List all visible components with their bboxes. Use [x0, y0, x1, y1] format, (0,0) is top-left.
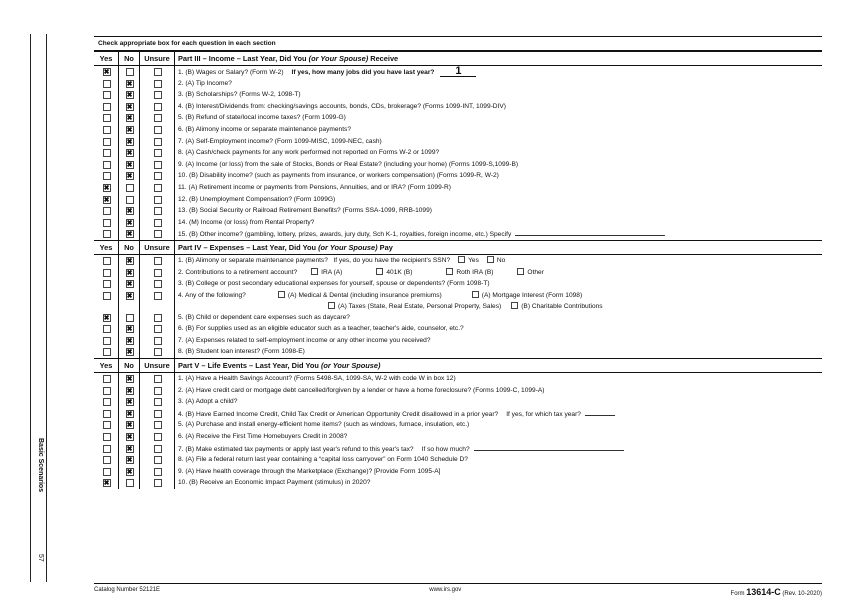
- yes-checkbox[interactable]: [103, 398, 111, 406]
- form-13614c-page: [94, 36, 822, 489]
- question-text: 8. (B) Student loan interest? (Form 1098-E): [178, 348, 305, 356]
- question-text: 2. (A) Tip Income?: [178, 79, 232, 87]
- unsure-checkbox[interactable]: [154, 292, 162, 300]
- no-checkbox[interactable]: [126, 314, 134, 322]
- no-checkbox[interactable]: [126, 184, 134, 192]
- question-row: [94, 228, 822, 240]
- no-checkbox[interactable]: [126, 280, 134, 288]
- unsure-checkbox[interactable]: [154, 337, 162, 345]
- unsure-checkbox[interactable]: [154, 433, 162, 441]
- irs-website: www.irs.gov: [429, 587, 462, 593]
- question-text: 4. (B) Interest/Dividends from: checking/savings accounts, bonds, CDs, brokerage? (Forms 1099-INT, 1099-DIV): [178, 102, 506, 110]
- unsure-checkbox[interactable]: [154, 103, 162, 111]
- question-row: [94, 205, 822, 217]
- question-text: 6. (B) Alimony income or separate maintenance payments?: [178, 125, 351, 133]
- form-prefix: Form: [730, 591, 747, 597]
- question-text: 11. (A) Retirement income or payments from Pensions, Annuities, and or IRA? (Form 1099-R): [178, 183, 451, 191]
- yes-checkbox[interactable]: [103, 91, 111, 99]
- question-text: 15. (B) Other income? (gambling, lottery, prizes, awards, jury duty, Sch K-1, royalties, foreign income, etc.) Specify: [178, 231, 512, 239]
- part4-row-4: [94, 290, 822, 312]
- answer-line[interactable]: [585, 408, 615, 416]
- ira-label: IRA (A): [321, 268, 343, 276]
- unsure-checkbox[interactable]: [154, 138, 162, 146]
- unsure-checkbox[interactable]: [154, 68, 162, 76]
- question-text: 1. (B) Wages or Salary? (Form W-2): [178, 69, 284, 76]
- ssn-no-label: No: [496, 256, 506, 264]
- unsure-checkbox[interactable]: [154, 126, 162, 134]
- question-text: 4. (B) Have Earned Income Credit, Child Tax Credit or American Opportunity Credit disallowed in a prior year?: [178, 410, 499, 418]
- unsure-checkbox[interactable]: [154, 410, 162, 418]
- unsure-checkbox[interactable]: [154, 445, 162, 453]
- no-checkbox[interactable]: [126, 80, 134, 88]
- no-checkbox[interactable]: [126, 230, 134, 238]
- question-text: 7. (B) Make estimated tax payments or apply last year's refund to this year's tax?: [178, 445, 414, 453]
- part4-title: [175, 241, 822, 254]
- unsure-checkbox[interactable]: [154, 456, 162, 464]
- unsure-checkbox[interactable]: [154, 314, 162, 322]
- catalog-number: Catalog Number 52121E: [94, 587, 161, 593]
- question-row: [94, 78, 822, 90]
- question-text: 6. (B) For supplies used as an eligible educator such as a teacher, teacher's aide, counselor, etc.?: [178, 325, 464, 333]
- yes-checkbox[interactable]: [103, 138, 111, 146]
- question-followup: If yes, for which tax year?: [506, 410, 581, 418]
- question-row: [94, 373, 822, 385]
- no-checkbox[interactable]: [126, 445, 134, 453]
- unsure-checkbox[interactable]: [154, 325, 162, 333]
- 401k-checkbox[interactable]: [376, 268, 383, 275]
- yes-checkbox[interactable]: [103, 375, 111, 383]
- part5-rows: [94, 373, 822, 489]
- yes-checkbox[interactable]: [103, 196, 111, 204]
- no-checkbox[interactable]: [126, 103, 134, 111]
- ssn-yes-checkbox[interactable]: [458, 256, 465, 263]
- col-unsure-label: Unsure: [140, 241, 175, 254]
- question-text: 5. (B) Child or dependent care expenses such as daycare?: [178, 313, 350, 321]
- question-row: [94, 170, 822, 182]
- other-retirement-checkbox[interactable]: [517, 268, 524, 275]
- question-row: [94, 431, 822, 443]
- question-text: 13. (B) Social Security or Railroad Retirement Benefits? (Forms SSA-1099, RRB-1099): [178, 207, 432, 215]
- part4-title-end: Pay: [377, 242, 393, 252]
- part4-header: [94, 240, 822, 255]
- no-checkbox[interactable]: [126, 149, 134, 157]
- yes-checkbox[interactable]: [103, 161, 111, 169]
- ssn-yes-label: Yes: [468, 256, 479, 264]
- yes-checkbox[interactable]: [103, 219, 111, 227]
- question-text: 5. (A) Purchase and install energy-efficient home items? (such as windows, furnace, insulation, etc.): [178, 421, 470, 429]
- no-checkbox[interactable]: [126, 91, 134, 99]
- question-text: 3. (B) Scholarships? (Forms W-2, 1098-T): [178, 91, 301, 99]
- no-checkbox[interactable]: [126, 161, 134, 169]
- question-row: [94, 454, 822, 466]
- yes-checkbox[interactable]: [103, 337, 111, 345]
- yes-checkbox[interactable]: [103, 314, 111, 322]
- unsure-checkbox[interactable]: [154, 196, 162, 204]
- margin-line-right: [46, 34, 47, 582]
- unsure-checkbox[interactable]: [154, 280, 162, 288]
- unsure-checkbox[interactable]: [154, 80, 162, 88]
- part5-title: [175, 359, 822, 372]
- col-unsure-label: Unsure: [140, 359, 175, 372]
- question-row: [94, 159, 822, 171]
- part4-title-spouse: (or Your Spouse): [318, 242, 378, 252]
- col-unsure-label: Unsure: [140, 52, 175, 65]
- question-text: 10. (B) Receive an Economic Impact Payment (stimulus) in 2020?: [178, 479, 371, 487]
- yes-checkbox[interactable]: [103, 103, 111, 111]
- no-checkbox[interactable]: [126, 257, 134, 265]
- col-yes-label: Yes: [94, 52, 119, 65]
- col-no-label: No: [119, 241, 140, 254]
- question-followup: If yes, do you have the recipient's SSN?: [333, 256, 451, 264]
- no-checkbox[interactable]: [126, 468, 134, 476]
- question-row: [94, 323, 822, 335]
- question-row: [94, 136, 822, 148]
- part4-row-3: [94, 278, 822, 290]
- charitable-checkbox[interactable]: [511, 302, 518, 309]
- col-no-label: No: [119, 359, 140, 372]
- question-text: 1. (A) Have a Health Savings Account? (Forms 5498-SA, 1099-SA, W-2 with code W in box 12): [178, 375, 456, 383]
- yes-checkbox[interactable]: [103, 410, 111, 418]
- part3-title-main: Part III – Income – Last Year, Did You: [178, 54, 309, 63]
- roth-ira-checkbox[interactable]: [446, 268, 453, 275]
- roth-ira-label: Roth IRA (B): [456, 268, 494, 276]
- question-text: 10. (B) Disability income? (such as payments from insurance, or workers compensation) (Forms 1099-R, W-2): [178, 172, 499, 180]
- unsure-checkbox[interactable]: [154, 219, 162, 227]
- no-checkbox[interactable]: [126, 410, 134, 418]
- mortgage-label: (A) Mortgage Interest (Form 1098): [481, 291, 583, 299]
- yes-checkbox[interactable]: [103, 80, 111, 88]
- yes-checkbox[interactable]: [103, 325, 111, 333]
- yes-checkbox[interactable]: [103, 292, 111, 300]
- question-row: [94, 112, 822, 124]
- part3-title-spouse: (or Your Spouse): [308, 54, 369, 63]
- question-row: [94, 335, 822, 347]
- question-row: [94, 385, 822, 397]
- answer-line[interactable]: [515, 228, 665, 236]
- unsure-checkbox[interactable]: [154, 468, 162, 476]
- no-checkbox[interactable]: [126, 433, 134, 441]
- part4-row-1: [94, 255, 822, 267]
- question-row: [94, 194, 822, 206]
- unsure-checkbox[interactable]: [154, 114, 162, 122]
- part3-header: [94, 51, 822, 66]
- medical-label: (A) Medical & Dental (including insurance premiums): [287, 291, 442, 299]
- yes-checkbox[interactable]: [103, 433, 111, 441]
- yes-checkbox[interactable]: [103, 348, 111, 356]
- unsure-checkbox[interactable]: [154, 91, 162, 99]
- no-checkbox[interactable]: [126, 138, 134, 146]
- form-number: 13614-C: [746, 587, 781, 597]
- question-row: [94, 443, 822, 455]
- yes-checkbox[interactable]: [103, 184, 111, 192]
- no-checkbox[interactable]: [126, 398, 134, 406]
- question-text: 1. (B) Alimony or separate maintenance payments?: [178, 256, 328, 264]
- no-checkbox[interactable]: [126, 292, 134, 300]
- ira-checkbox[interactable]: [311, 268, 318, 275]
- no-checkbox[interactable]: [126, 375, 134, 383]
- question-text: 7. (A) Self-Employment income? (Form 1099-MISC, 1099-NEC, cash): [178, 137, 382, 145]
- yes-checkbox[interactable]: [103, 468, 111, 476]
- yes-checkbox[interactable]: [103, 207, 111, 215]
- form-revision: (Rev. 10-2020): [780, 591, 822, 597]
- part5-title-main: Part V – Life Events – Last Year, Did You: [178, 361, 321, 371]
- side-section-label: Basic Scenarios: [37, 438, 44, 493]
- unsure-checkbox[interactable]: [154, 479, 162, 487]
- no-checkbox[interactable]: [126, 348, 134, 356]
- question-row: [94, 396, 822, 408]
- yes-checkbox[interactable]: [103, 479, 111, 487]
- unsure-checkbox[interactable]: [154, 375, 162, 383]
- question-row: [94, 182, 822, 194]
- taxes-checkbox[interactable]: [328, 302, 335, 309]
- no-checkbox[interactable]: [126, 126, 134, 134]
- question-row: [94, 124, 822, 136]
- no-checkbox[interactable]: [126, 114, 134, 122]
- no-checkbox[interactable]: [126, 219, 134, 227]
- unsure-checkbox[interactable]: [154, 230, 162, 238]
- ssn-no-checkbox[interactable]: [487, 256, 494, 263]
- col-no-label: No: [119, 52, 140, 65]
- no-checkbox[interactable]: [126, 456, 134, 464]
- yes-checkbox[interactable]: [103, 421, 111, 429]
- no-checkbox[interactable]: [126, 337, 134, 345]
- yes-checkbox[interactable]: [103, 126, 111, 134]
- yes-checkbox[interactable]: [103, 230, 111, 238]
- medical-checkbox[interactable]: [278, 291, 285, 298]
- part3-title: [175, 52, 822, 65]
- 401k-label: 401K (B): [386, 268, 413, 276]
- margin-line-left: [30, 34, 31, 582]
- question-text: 3. (A) Adopt a child?: [178, 398, 238, 406]
- mortgage-checkbox[interactable]: [472, 291, 479, 298]
- yes-checkbox[interactable]: [103, 445, 111, 453]
- unsure-checkbox[interactable]: [154, 149, 162, 157]
- no-checkbox[interactable]: [126, 479, 134, 487]
- part4-title-main: Part IV – Expenses – Last Year, Did You: [178, 242, 319, 252]
- part5-header: [94, 358, 822, 373]
- question-text: 2. Contributions to a retirement account?: [178, 268, 298, 276]
- question-text: 8. (A) Cash/check payments for any work performed not reported on Forms W-2 or 1099?: [178, 149, 440, 157]
- question-text: 4. Any of the following?: [178, 291, 246, 299]
- no-checkbox[interactable]: [126, 172, 134, 180]
- part4-rows: [94, 312, 822, 358]
- charitable-label: (B) Charitable Contributions: [521, 302, 603, 310]
- question-text: 2. (A) Have credit card or mortgage debt cancelled/forgiven by a lender or have a home foreclosure? (Forms 1099-C, 1099-A): [178, 386, 545, 394]
- question-text: 12. (B) Unemployment Compensation? (Form 1099G): [178, 195, 336, 203]
- unsure-checkbox[interactable]: [154, 398, 162, 406]
- question-text: 3. (B) College or post secondary educational expenses for yourself, spouse or dependents? (Form 1098-T): [178, 280, 490, 288]
- question-row: [94, 466, 822, 478]
- question-row: [94, 346, 822, 358]
- question-followup: If so how much?: [421, 445, 470, 453]
- yes-checkbox[interactable]: [103, 456, 111, 464]
- no-checkbox[interactable]: [126, 269, 134, 277]
- unsure-checkbox[interactable]: [154, 207, 162, 215]
- question-text: 5. (B) Refund of state/local income taxes? (Form 1099-G): [178, 114, 346, 122]
- no-checkbox[interactable]: [126, 196, 134, 204]
- unsure-checkbox[interactable]: [154, 172, 162, 180]
- no-checkbox[interactable]: [126, 207, 134, 215]
- question-row: [94, 419, 822, 431]
- jobs-count-answer[interactable]: 1: [440, 66, 476, 77]
- yes-checkbox[interactable]: [103, 68, 111, 76]
- yes-checkbox[interactable]: [103, 269, 111, 277]
- page-footer: [94, 583, 822, 597]
- side-page-number: 57: [37, 554, 44, 562]
- unsure-checkbox[interactable]: [154, 269, 162, 277]
- question-row: [94, 217, 822, 229]
- part3-rows: [94, 66, 822, 240]
- jobs-count-question: If yes, how many jobs did you have last year?: [291, 69, 435, 76]
- col-yes-label: Yes: [94, 359, 119, 372]
- yes-checkbox[interactable]: [103, 387, 111, 395]
- no-checkbox[interactable]: [126, 68, 134, 76]
- unsure-checkbox[interactable]: [154, 348, 162, 356]
- question-text: 9. (A) Income (or loss) from the sale of Stocks, Bonds or Real Estate? (including your home) (Forms 1099-S,1099-B): [178, 160, 519, 168]
- question-row: [94, 89, 822, 101]
- question-text: 8. (A) File a federal return last year containing a “capital loss carryover” on Form 1040 Schedule D?: [178, 456, 468, 464]
- part3-title-end: Receive: [368, 54, 399, 63]
- answer-line[interactable]: [474, 443, 624, 451]
- question-text: 6. (A) Receive the First Time Homebuyers Credit in 2008?: [178, 433, 348, 441]
- part4-row-2: [94, 267, 822, 279]
- question-text: 14. (M) Income (or loss) from Rental Property?: [178, 218, 315, 226]
- unsure-checkbox[interactable]: [154, 257, 162, 265]
- question-row: [94, 477, 822, 489]
- question-text: 7. (A) Expenses related to self-employment income or any other income you received?: [178, 336, 431, 344]
- instructions-header: Check appropriate box for each question in each section: [94, 36, 822, 51]
- unsure-checkbox[interactable]: [154, 421, 162, 429]
- no-checkbox[interactable]: [126, 387, 134, 395]
- yes-checkbox[interactable]: [103, 257, 111, 265]
- taxes-label: (A) Taxes (State, Real Estate, Personal Property, Sales): [338, 302, 502, 310]
- yes-checkbox[interactable]: [103, 172, 111, 180]
- yes-checkbox[interactable]: [103, 149, 111, 157]
- question-row: [94, 66, 822, 78]
- no-checkbox[interactable]: [126, 325, 134, 333]
- unsure-checkbox[interactable]: [154, 161, 162, 169]
- no-checkbox[interactable]: [126, 421, 134, 429]
- question-row: [94, 312, 822, 324]
- question-row: [94, 147, 822, 159]
- form-id: [731, 587, 822, 597]
- unsure-checkbox[interactable]: [154, 387, 162, 395]
- yes-checkbox[interactable]: [103, 114, 111, 122]
- col-yes-label: Yes: [94, 241, 119, 254]
- other-retirement-label: Other: [527, 268, 544, 276]
- part5-title-spouse: (or Your Spouse): [320, 361, 381, 371]
- question-text: 9. (A) Have health coverage through the Marketplace (Exchange)? [Provide Form 1095-A]: [178, 467, 441, 475]
- unsure-checkbox[interactable]: [154, 184, 162, 192]
- yes-checkbox[interactable]: [103, 280, 111, 288]
- question-row: [94, 408, 822, 420]
- question-row: [94, 101, 822, 113]
